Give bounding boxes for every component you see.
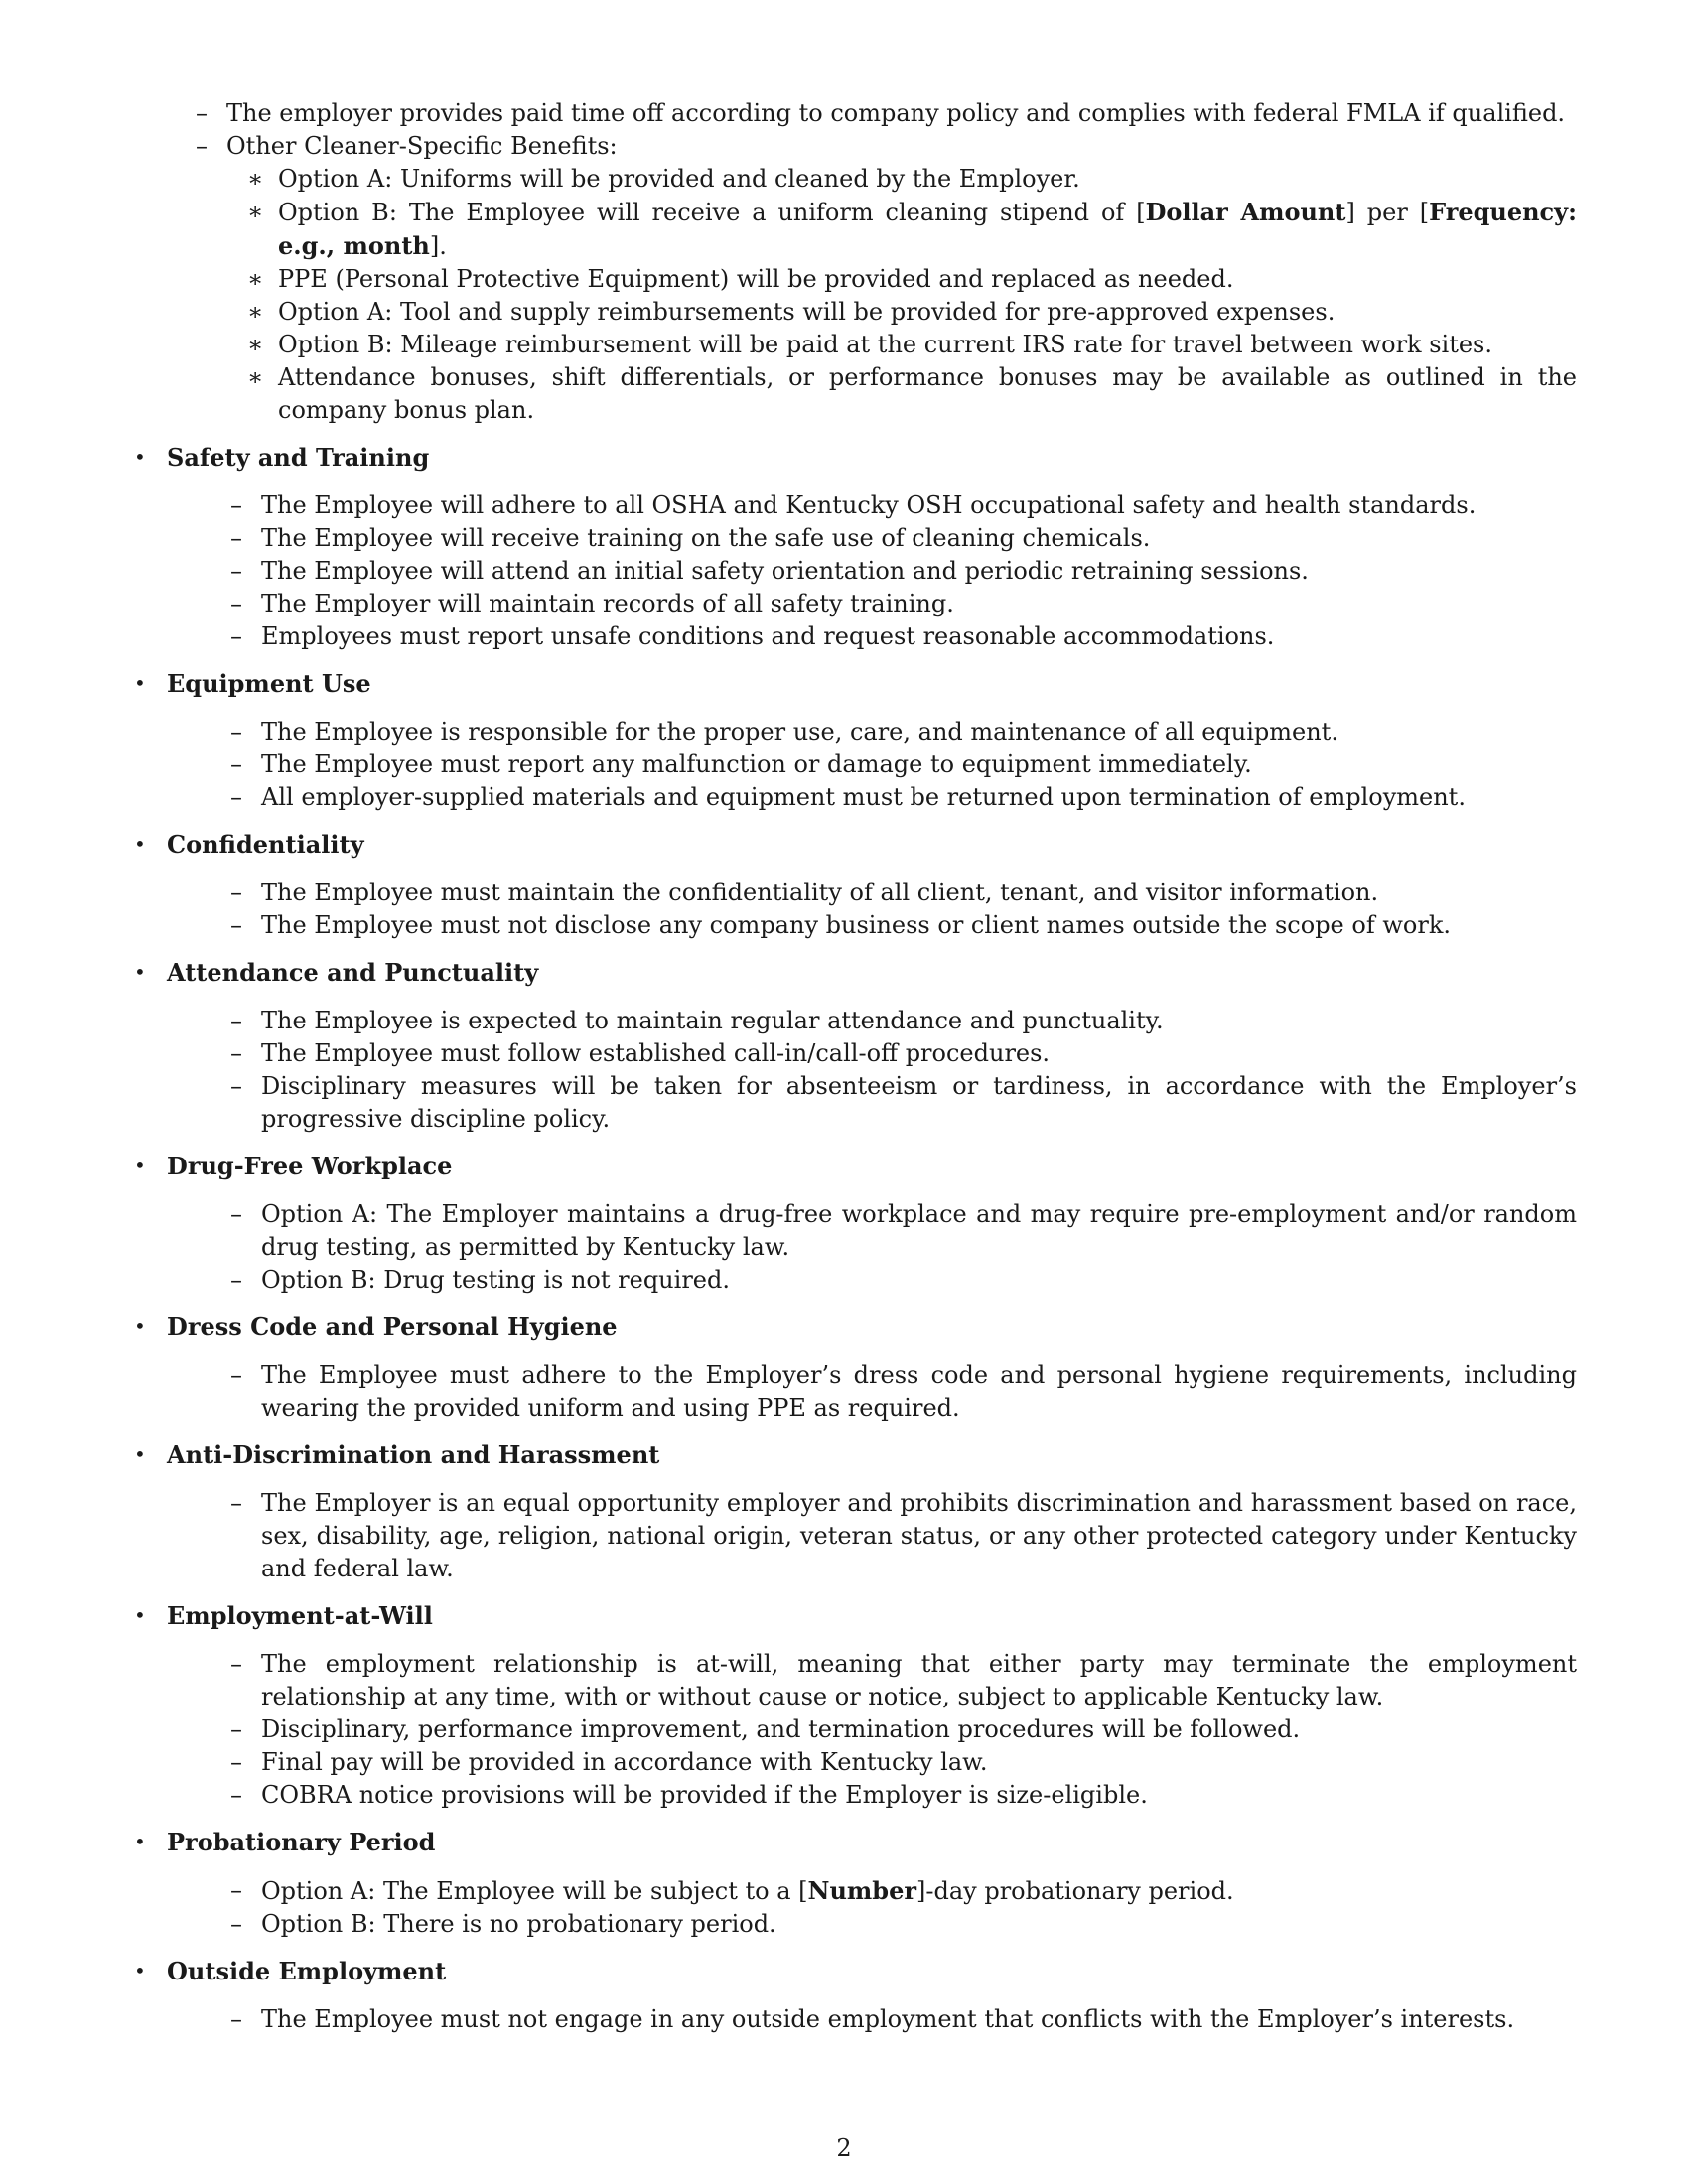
list-item: ∗ Option A: Tool and supply reimbursements will be provided for pre-approved expenses. <box>278 296 1577 329</box>
list-item: – COBRA notice provisions will be provided if the Employer is size-eligible. <box>261 1779 1577 1812</box>
list-item: – The Employee will receive training on the safe use of cleaning chemicals. <box>261 522 1577 555</box>
list-item: – The Employee must report any malfunction or damage to equipment immediately. <box>261 749 1577 781</box>
list-item: – Final pay will be provided in accordance with Kentucky law. <box>261 1746 1577 1779</box>
list-item: – Option A: The Employee will be subject to a [Number]-day probationary period. <box>230 1876 1234 1905</box>
bullet-dot: • <box>134 671 146 695</box>
dash-bullet: – <box>230 2005 242 2033</box>
placeholder-number: Number <box>807 1876 916 1905</box>
dash-bullet: – <box>230 911 242 939</box>
placeholder-dollar-amount: Dollar Amount <box>1145 198 1346 226</box>
drug-free-items <box>167 1198 1577 1297</box>
section-title: Safety and Training <box>167 443 430 472</box>
bullet-dot: • <box>134 445 146 469</box>
dash-bullet: – <box>230 1007 242 1034</box>
bullet-dot: • <box>134 1442 146 1466</box>
bullet-dot: • <box>134 1314 146 1338</box>
dress-code-items <box>167 1359 1577 1425</box>
attendance-items <box>167 1005 1577 1136</box>
list-item: – The Employer is an equal opportunity employer and prohibits discrimination and harassment based on race, sex, disability, age, religion, national origin, veteran status, or any other protected category under Kentucky and federal law. <box>230 1489 1577 1582</box>
dash-bullet: – <box>230 1748 242 1776</box>
list-item: – The Employee must follow established call-in/call-off procedures. <box>261 1037 1577 1070</box>
list-item: – The Employee must not engage in any outside employment that conflicts with the Employer’s interests. <box>261 2003 1577 2036</box>
list-item: – The Employee must not disclose any company business or client names outside the scope of work. <box>261 909 1577 942</box>
dash-bullet: – <box>230 1781 242 1809</box>
dash-bullet: – <box>230 1910 242 1938</box>
dash-bullet: – <box>230 1650 242 1678</box>
list-item: – Employees must report unsafe conditions and request reasonable accommodations. <box>261 620 1577 653</box>
list-item: – The Employee is responsible for the proper use, care, and maintenance of all equipment. <box>261 716 1577 749</box>
section-at-will <box>132 1599 1577 1812</box>
section-title: Attendance and Punctuality <box>167 958 539 987</box>
asterisk-bullet: ∗ <box>247 298 264 326</box>
section-confidentiality <box>132 828 1577 942</box>
section-title: Equipment Use <box>167 669 371 698</box>
list-item: – The Employer will maintain records of all safety training. <box>261 588 1577 620</box>
section-title: Anti-Discrimination and Harassment <box>167 1440 660 1469</box>
dash-bullet: – <box>230 491 242 519</box>
section-title: Probationary Period <box>167 1828 436 1856</box>
placeholder-frequency: Frequency: e.g., month <box>278 198 1577 260</box>
list-item: – All employer-supplied materials and equipment must be returned upon termination of employment. <box>261 781 1577 814</box>
equipment-items <box>167 716 1577 814</box>
list-item: – The Employee will adhere to all OSHA and Kentucky OSH occupational safety and health standards. <box>261 489 1577 522</box>
dash-bullet: – <box>230 751 242 778</box>
list-item: – Other Cleaner-Specific Benefits: ∗ Option A: Uniforms will be provided and cleaned by the Employer. ∗ Option B: The Employee will receive a uniform cleaning stipend of [Dollar Amount] per [Frequency: e.g., month]. ∗ PPE (Personal Protective Equipment) will be provided and replaced as needed. ∗ Option A: Tool and supply reimbursements will be provided for pre-approved expenses. ∗ Option B: Mileage reimbursement will be paid at the current IRS rate for travel between work sites. ∗ Attendance bonuses, shift differentials, or performance bonuses may be available as outlined in the company bonus plan. <box>226 130 1577 427</box>
dash-bullet: – <box>230 524 242 552</box>
dash-bullet: – <box>230 557 242 585</box>
dash-bullet: – <box>230 879 242 906</box>
section-title: Outside Employment <box>167 1957 447 1985</box>
section-title: Drug-Free Workplace <box>167 1152 453 1180</box>
outside-items <box>167 2003 1577 2036</box>
asterisk-bullet: ∗ <box>247 165 264 193</box>
dash-bullet: – <box>230 1039 242 1067</box>
list-item: – The Employee is expected to maintain regular attendance and punctuality. <box>261 1005 1577 1037</box>
list-item: – Option B: Drug testing is not required. <box>261 1264 1577 1297</box>
list-item: ∗ Option A: Uniforms will be provided and cleaned by the Employer. <box>278 163 1577 196</box>
confidentiality-items <box>167 877 1577 942</box>
dash-bullet: – <box>230 783 242 811</box>
section-outside-employment <box>132 1955 1577 2036</box>
probation-items <box>167 1874 1577 1941</box>
section-drug-free <box>132 1150 1577 1297</box>
list-item: – The employer provides paid time off according to company policy and complies with federal FMLA if qualified. <box>226 97 1577 130</box>
section-title: Confidentiality <box>167 830 364 859</box>
asterisk-bullet: ∗ <box>247 265 264 293</box>
bullet-dot: • <box>134 1959 146 1982</box>
asterisk-bullet: ∗ <box>247 198 264 225</box>
benefits-items <box>132 97 1577 427</box>
section-list <box>132 97 1577 2036</box>
bullet-dot: • <box>134 832 146 856</box>
list-item: ∗ Option B: Mileage reimbursement will be paid at the current IRS rate for travel between work sites. <box>278 329 1577 361</box>
dash-bullet: – <box>230 1266 242 1294</box>
dash-bullet: – <box>230 1200 242 1228</box>
list-item: – Option B: There is no probationary period. <box>261 1908 1577 1941</box>
at-will-items <box>167 1648 1577 1812</box>
dash-bullet: – <box>230 590 242 617</box>
section-title: Dress Code and Personal Hygiene <box>167 1312 618 1341</box>
dash-bullet: – <box>230 1876 242 1904</box>
dash-bullet: – <box>230 622 242 650</box>
list-item: – Disciplinary measures will be taken for absenteeism or tardiness, in accordance with the Employer’s progressive discipline policy. <box>230 1072 1577 1133</box>
list-item: – The Employee will attend an initial safety orientation and periodic retraining sessions. <box>261 555 1577 588</box>
dash-bullet: – <box>230 1361 242 1389</box>
benefits-continued <box>132 97 1577 427</box>
section-anti-discrimination <box>132 1438 1577 1585</box>
list-item: – The Employee must maintain the confidentiality of all client, tenant, and visitor information. <box>261 877 1577 909</box>
document-body <box>132 97 1577 2036</box>
section-title: Employment-at-Will <box>167 1601 433 1630</box>
section-dress-code <box>132 1310 1577 1425</box>
asterisk-bullet: ∗ <box>247 331 264 358</box>
section-attendance <box>132 956 1577 1136</box>
section-probation <box>132 1826 1577 1941</box>
list-item: ∗ Option B: The Employee will receive a uniform cleaning stipend of [Dollar Amount] per [Frequency: e.g., month]. <box>247 198 1577 260</box>
dash-bullet: – <box>230 1072 242 1100</box>
list-item: – Disciplinary, performance improvement, and termination procedures will be followed. <box>261 1713 1577 1746</box>
dash-bullet: – <box>196 99 208 127</box>
safety-items <box>167 489 1577 653</box>
bullet-dot: • <box>134 1154 146 1177</box>
list-item: – The employment relationship is at-will, meaning that either party may terminate the employment relationship at any time, with or without cause or notice, subject to applicable Kentucky law. <box>230 1650 1577 1710</box>
dash-bullet: – <box>230 1715 242 1743</box>
list-item: ∗ PPE (Personal Protective Equipment) will be provided and replaced as needed. <box>278 263 1577 296</box>
bullet-dot: • <box>134 1830 146 1853</box>
bullet-dot: • <box>134 960 146 984</box>
section-safety <box>132 441 1577 653</box>
anti-discrimination-items <box>167 1487 1577 1585</box>
dash-bullet: – <box>230 1489 242 1517</box>
dash-bullet: – <box>196 132 208 160</box>
section-equipment <box>132 667 1577 814</box>
bullet-dot: • <box>134 1603 146 1627</box>
list-item: – The Employee must adhere to the Employer’s dress code and personal hygiene requirements, including wearing the provided uniform and using PPE as required. <box>230 1361 1577 1422</box>
list-item: – Option A: The Employer maintains a drug-free workplace and may require pre-employment and/or random drug testing, as permitted by Kentucky law. <box>230 1200 1577 1261</box>
page-number: 2 <box>836 2134 852 2162</box>
cleaner-benefits-list <box>226 163 1577 427</box>
list-item: ∗ Attendance bonuses, shift differentials, or performance bonuses may be available as outlined in the company bonus plan. <box>247 363 1577 424</box>
dash-bullet: – <box>230 718 242 746</box>
asterisk-bullet: ∗ <box>247 363 264 391</box>
